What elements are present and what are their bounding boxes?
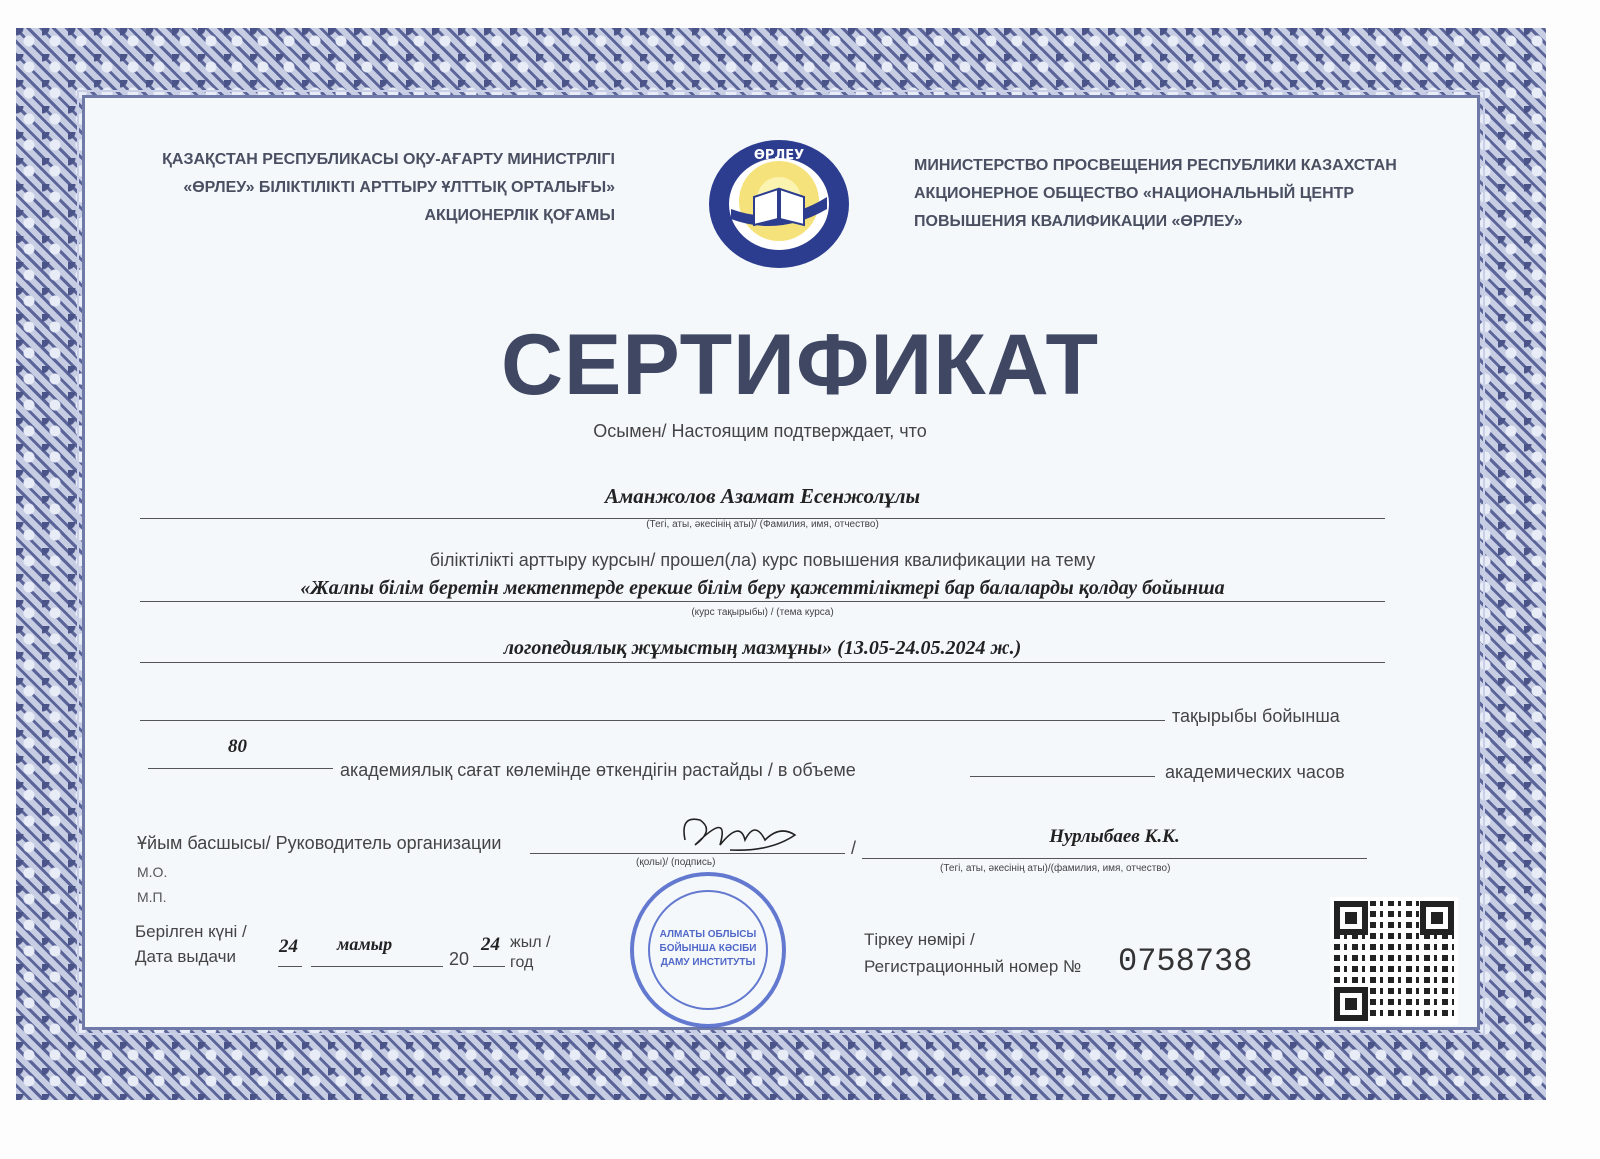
svg-text:ӨРЛЕУ: ӨРЛЕУ: [753, 148, 805, 163]
date-day: 24: [279, 936, 298, 957]
confirm-text: Осымен/ Настоящим подтверждает, что: [593, 421, 927, 441]
hours-text: академиялық сағат көлемінде өткендігін растайды / в объеме: [340, 760, 856, 780]
date-month: мамыр: [337, 934, 393, 954]
signature: [670, 800, 810, 855]
header-ru-line: ПОВЫШЕНИЯ КВАЛИФИКАЦИИ «ӨРЛЕУ»: [914, 213, 1243, 230]
head-caption: (Тегі, аты, әкесінің аты)/(фамилия, имя, отчество): [940, 863, 1171, 874]
hours-suffix: академических часов: [1165, 762, 1345, 782]
header-ru-line: МИНИСТЕРСТВО ПРОСВЕЩЕНИЯ РЕСПУБЛИКИ КАЗАХСТАН: [914, 157, 1397, 174]
separator-slash: /: [851, 838, 857, 858]
topic-suffix: тақырыбы бойынша: [1172, 706, 1340, 726]
orleu-logo: [706, 137, 852, 271]
mp-kz: М.О.: [137, 864, 168, 880]
reg-label-ru: Регистрационный номер №: [864, 957, 1082, 976]
course-caption: (курс тақырыбы) / (тема курса): [691, 607, 834, 618]
header-kz-line: «ӨРЛЕУ» БІЛІКТІЛІКТІ АРТТЫРУ ҰЛТТЫҚ ОРТАЛЫҒЫ»: [183, 179, 615, 196]
header-kz: [120, 146, 615, 230]
recipient-name: Аманжолов Азамат Есенжолұлы: [604, 484, 921, 508]
official-stamp: [630, 872, 786, 1028]
year-kz: жыл /: [510, 934, 551, 951]
course-title-line2: логопедиялық жұмыстың мазмұны» (13.05-24.05.2024 ж.): [503, 637, 1022, 659]
certificate-title: СЕРТИФИКАТ: [500, 317, 1100, 413]
reg-number: 0758738: [1118, 943, 1253, 980]
qr-code: [1330, 897, 1458, 1025]
header-kz-line: АКЦИОНЕРЛІК ҚОҒАМЫ: [424, 207, 615, 224]
head-name: Нурлыбаев К.К.: [1049, 826, 1180, 847]
header-ru-line: АКЦИОНЕРНОЕ ОБЩЕСТВО «НАЦИОНАЛЬНЫЙ ЦЕНТР: [914, 185, 1355, 202]
hours-value: 80: [228, 736, 247, 757]
stamp-line: БОЙЫНША КӘСІБИ: [659, 943, 757, 954]
mp-ru: М.П.: [137, 889, 167, 905]
stamp-line: ДАМУ ИНСТИТУТЫ: [660, 957, 756, 968]
header-ru: [914, 152, 1454, 236]
date-year: 24: [481, 934, 500, 955]
name-caption: (Тегі, аты, әкесінің аты)/ (Фамилия, имя, отчество): [646, 519, 879, 530]
year-ru: год: [510, 954, 534, 971]
head-label: Ұйым басшысы/ Руководитель организации: [137, 833, 502, 853]
date-label-ru: Дата выдачи: [135, 947, 236, 966]
course-title-line1: «Жалпы білім беретін мектептерде ерекше білім беру қажеттіліктері бар балаларды қолдау бойынша: [300, 577, 1225, 599]
year-prefix: 20: [449, 949, 470, 969]
header-kz-line: ҚАЗАҚСТАН РЕСПУБЛИКАСЫ ОҚУ-АҒАРТУ МИНИСТРЛІГІ: [162, 151, 615, 168]
sign-caption: (қолы)/ (подпись): [636, 857, 716, 868]
date-label-kz: Берілген күні /: [135, 922, 247, 941]
reg-label-kz: Тіркеу нөмірі /: [864, 930, 975, 949]
course-intro: біліктілікті арттыру курсын/ прошел(ла) курс повышения квалификации на тему: [429, 550, 1096, 570]
stamp-line: АЛМАТЫ ОБЛЫСЫ: [659, 929, 757, 940]
